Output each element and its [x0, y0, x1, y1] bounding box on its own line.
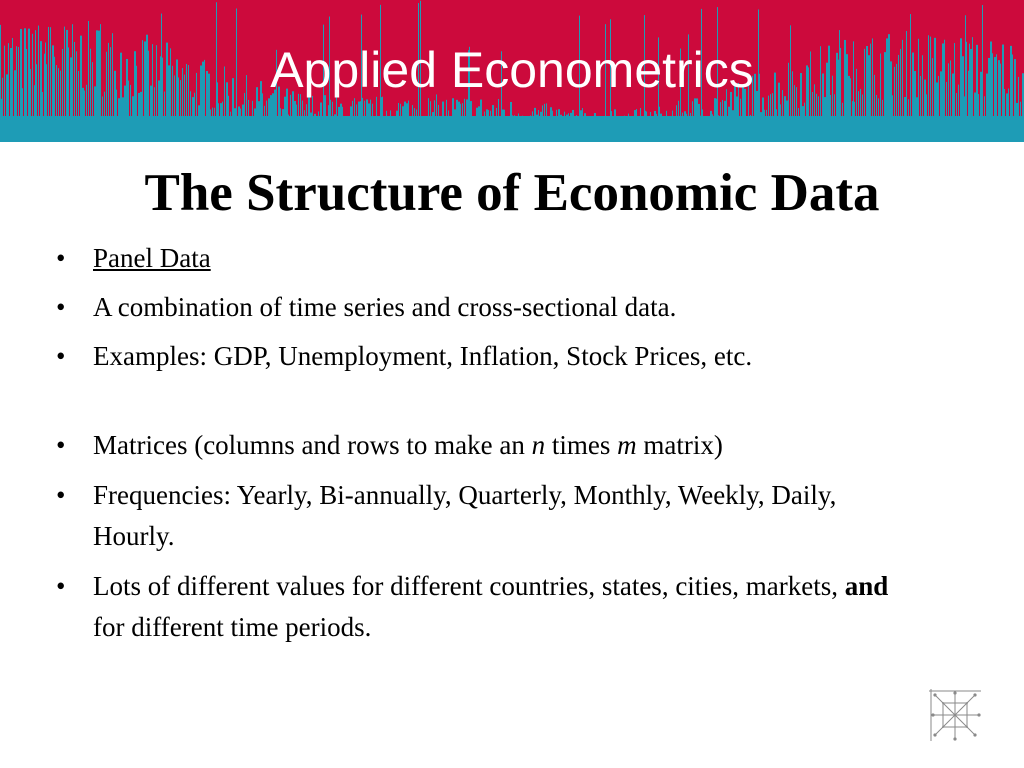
bullet-item-panel-data — [56, 238, 918, 279]
bullet-symbol: • — [56, 430, 66, 460]
bullet-item-matrices — [56, 425, 918, 466]
bullet-text-part: times — [545, 430, 618, 460]
bullet-item-examples — [56, 336, 893, 377]
bullet-text-italic-n: n — [531, 430, 546, 460]
bullet-text-part: for different time periods. — [93, 612, 372, 642]
header-title: Applied Econometrics — [270, 42, 754, 98]
bullet-text: Panel Data — [93, 243, 211, 273]
bullet-item-lots-of-values — [56, 566, 923, 648]
bullet-symbol: • — [56, 571, 66, 601]
bullet-symbol: • — [56, 243, 66, 273]
bullet-text: Examples: GDP, Unemployment, Inflation, Stock Prices, etc. — [93, 341, 753, 371]
bullet-text: Frequencies: Yearly, Bi-annually, Quarterly, Monthly, Weekly, Daily, Hourly. — [93, 480, 837, 551]
bullet-text-part: matrix) — [636, 430, 723, 460]
bullet-text-part: Matrices (columns and rows to make an — [93, 430, 532, 460]
bullet-symbol: • — [56, 292, 66, 322]
bullet-item-frequencies — [56, 475, 863, 557]
bullet-text: A combination of time series and cross-sectional data. — [93, 292, 677, 322]
slide-title: The Structure of Economic Data — [144, 164, 880, 222]
bullet-symbol: • — [56, 341, 66, 371]
bullet-symbol: • — [56, 480, 66, 510]
network-logo-icon — [929, 689, 981, 741]
bullet-text-bold-and: and — [844, 571, 889, 601]
header-banner — [0, 0, 1024, 142]
bullet-item-combination — [56, 287, 918, 328]
bullet-text-italic-m: m — [617, 430, 637, 460]
bullet-text-part: Lots of different values for different countries, states, cities, markets, — [93, 571, 845, 601]
